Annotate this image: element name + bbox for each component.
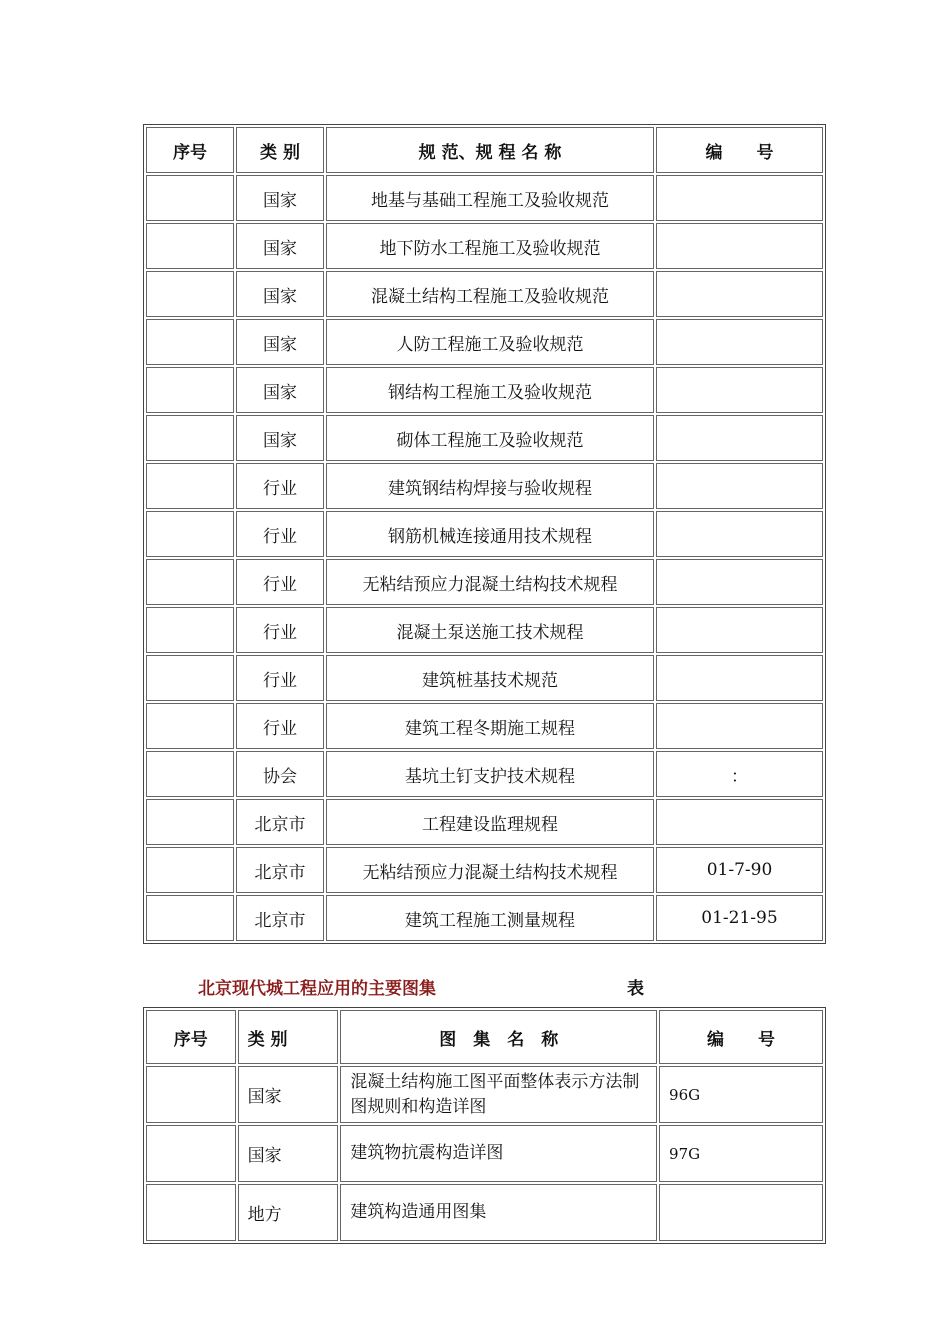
header-no: 序号 [146,1010,236,1064]
cell-code [656,271,823,317]
table-row [146,511,823,557]
table-row [146,367,823,413]
cell-code [656,607,823,653]
cell-no [146,847,234,893]
cell-category: 国家 [236,175,324,221]
cell-category: 国家 [238,1125,339,1182]
cell-code: 01-7-90 [656,847,823,893]
cell-code [656,319,823,365]
cell-name: 砌体工程施工及验收规范 [326,415,654,461]
cell-code [656,415,823,461]
header-name: 图 集 名 称 [340,1010,657,1064]
cell-category: 北京市 [236,847,324,893]
cell-category: 行业 [236,607,324,653]
cell-name: 人防工程施工及验收规范 [326,319,654,365]
cell-category: 行业 [236,559,324,605]
cell-category: 北京市 [236,895,324,941]
atlas-table-caption-suffix: 表 [627,979,644,999]
cell-no [146,271,234,317]
table-row [146,703,823,749]
cell-name: 钢结构工程施工及验收规范 [326,367,654,413]
cell-category: 国家 [236,271,324,317]
cell-no [146,655,234,701]
header-name: 规 范、规 程 名 称 [326,127,654,173]
cell-category: 地方 [238,1184,339,1241]
cell-name: 基坑土钉支护技术规程 [326,751,654,797]
cell-category: 国家 [236,223,324,269]
cell-name: 混凝土结构工程施工及验收规范 [326,271,654,317]
cell-category: 北京市 [236,799,324,845]
cell-name: 钢筋机械连接通用技术规程 [326,511,654,557]
cell-category: 国家 [236,367,324,413]
cell-no [146,895,234,941]
cell-category: 国家 [236,415,324,461]
cell-category: 行业 [236,511,324,557]
table-row [146,655,823,701]
cell-code [656,655,823,701]
cell-name: 建筑构造通用图集 [340,1184,657,1241]
standards-table-body [146,175,823,941]
cell-no [146,751,234,797]
table-row [146,559,823,605]
cell-no [146,511,234,557]
cell-code [656,559,823,605]
cell-name: 工程建设监理规程 [326,799,654,845]
cell-code: 01-21-95 [656,895,823,941]
atlas-table-body [146,1066,823,1241]
cell-name: 建筑工程冬期施工规程 [326,703,654,749]
cell-no [146,703,234,749]
cell-code [656,703,823,749]
cell-no [146,223,234,269]
header-category: 类 别 [238,1010,339,1064]
table-row [146,607,823,653]
header-code: 编 号 [656,127,823,173]
cell-code [656,175,823,221]
cell-category: 行业 [236,703,324,749]
cell-category: 国家 [236,319,324,365]
table-row [146,1184,823,1241]
cell-name: 建筑工程施工测量规程 [326,895,654,941]
cell-name: 混凝土结构施工图平面整体表示方法制图规则和构造详图 [340,1066,657,1123]
cell-code [656,367,823,413]
cell-name: 建筑钢结构焊接与验收规程 [326,463,654,509]
cell-name: 地下防水工程施工及验收规范 [326,223,654,269]
cell-no [146,175,234,221]
cell-no [146,1125,236,1182]
cell-no [146,1184,236,1241]
cell-name: 地基与基础工程施工及验收规范 [326,175,654,221]
table-row [146,271,823,317]
header-category: 类 别 [236,127,324,173]
cell-name: 建筑物抗震构造详图 [340,1125,657,1182]
cell-code: 96G [659,1066,823,1123]
table-row [146,751,823,797]
cell-no [146,1066,236,1123]
cell-code [656,799,823,845]
cell-category: 协会 [236,751,324,797]
cell-no [146,463,234,509]
table-row [146,799,823,845]
cell-code: 97G [659,1125,823,1182]
cell-name: 无粘结预应力混凝土结构技术规程 [326,559,654,605]
cell-name: 混凝土泵送施工技术规程 [326,607,654,653]
atlas-table [143,1007,826,1244]
cell-category: 行业 [236,655,324,701]
cell-code [659,1184,823,1241]
table-row [146,1125,823,1182]
cell-no [146,799,234,845]
table-row [146,175,823,221]
cell-code [656,463,823,509]
header-no: 序号 [146,127,234,173]
cell-no [146,367,234,413]
cell-no [146,319,234,365]
cell-code [656,511,823,557]
table-header-row [146,127,823,173]
cell-code: ： [656,751,823,797]
table-row [146,319,823,365]
header-code: 编 号 [659,1010,823,1064]
table-header-row [146,1010,823,1064]
table-row [146,1066,823,1123]
table-row [146,223,823,269]
cell-name: 无粘结预应力混凝土结构技术规程 [326,847,654,893]
cell-category: 国家 [238,1066,339,1123]
cell-category: 行业 [236,463,324,509]
table-row [146,463,823,509]
cell-no [146,559,234,605]
atlas-table-caption: 北京现代城工程应用的主要图集 [198,979,436,999]
standards-table [143,124,826,944]
cell-code [656,223,823,269]
cell-name: 建筑桩基技术规范 [326,655,654,701]
cell-no [146,607,234,653]
table-row [146,415,823,461]
cell-no [146,415,234,461]
table-row [146,895,823,941]
table-row [146,847,823,893]
